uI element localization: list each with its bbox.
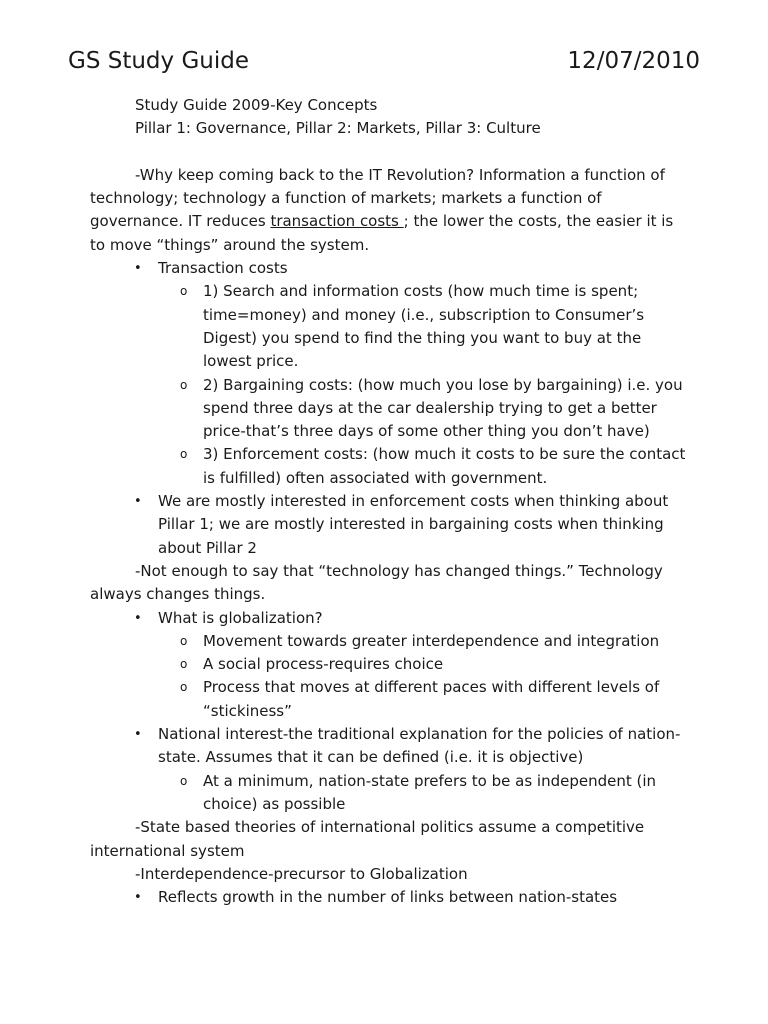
transaction-costs-link[interactable]: transaction costs [270, 212, 404, 231]
paragraph-study-guide: Study Guide 2009-Key Concepts [135, 96, 378, 114]
sublist-item-search-costs: o 1) Search and information costs (how much time is spent; time=money) and money (i.e., subscription to Consumer’s Digest) you spend to find the thing you want to buy at the lowest price. [180, 282, 645, 371]
document-date: 12/07/2010 [567, 48, 700, 74]
bullet-icon: • [134, 494, 142, 510]
paragraph-it-revolution: -Why keep coming back to the IT Revolution? Information a function of technology; technology a function of markets; markets a function of governance. IT reduces transaction costs ; the lower the costs, the easier it is to move “things” around the system. [90, 165, 674, 254]
sublist-item-social-process: o A social process-requires choice [90, 653, 690, 676]
sublist-item-paces: o Process that moves at different paces with different levels of “stickiness” [180, 678, 660, 720]
sublist-item-minimum: o At a minimum, nation-state prefers to be as independent (in choice) as possible [180, 771, 657, 813]
sub-bullet-icon: o [180, 773, 188, 788]
sublist-item-movement: o Movement towards greater interdependence and integration [90, 630, 690, 653]
bullet-icon: • [134, 610, 142, 626]
list-item-transaction-costs: • Transaction costs [90, 257, 690, 280]
document-title: GS Study Guide [68, 48, 249, 74]
bullet-icon: • [134, 261, 142, 277]
sub-bullet-icon: o [180, 633, 188, 648]
sub-bullet-icon: o [180, 680, 188, 695]
sub-bullet-icon: o [180, 377, 188, 392]
sub-bullet-icon: o [180, 657, 188, 672]
sub-bullet-icon: o [180, 447, 188, 462]
paragraph-empty [90, 141, 690, 164]
document-body [90, 94, 690, 909]
list-item-links: • Reflects growth in the number of links between nation-states [90, 886, 690, 909]
sublist-item-bargaining-costs: o 2) Bargaining costs: (how much you lose by bargaining) i.e. you spend three days at the car dealership trying to get a better price-that’s three days of some other thing you don’t have) [180, 375, 683, 441]
bullet-icon: • [134, 890, 142, 906]
list-item-interest: • We are mostly interested in enforcement costs when thinking about Pillar 1; we are mostly interested in bargaining costs when thinking about Pillar 2 [134, 492, 669, 557]
sub-bullet-icon: o [180, 284, 188, 299]
paragraph-state-theories: -State based theories of international politics assume a competitive international system [90, 818, 645, 860]
sublist-item-enforcement-costs: o 3) Enforcement costs: (how much it costs to be sure the contact is fulfilled) often associated with government. [180, 445, 686, 487]
paragraph-interdependence: -Interdependence-precursor to Globalization [135, 864, 468, 883]
list-item-globalization: • What is globalization? [90, 607, 690, 630]
paragraph-technology: -Not enough to say that “technology has changed things.” Technology always changes things. [90, 561, 663, 604]
bullet-icon: • [134, 727, 142, 743]
paragraph-pillars: Pillar 1: Governance, Pillar 2: Markets, Pillar 3: Culture [135, 119, 541, 138]
page-header [68, 44, 700, 78]
list-item-national-interest: • National interest-the traditional explanation for the policies of nation-state. Assumes that it can be defined (i.e. it is objective) [134, 725, 681, 767]
